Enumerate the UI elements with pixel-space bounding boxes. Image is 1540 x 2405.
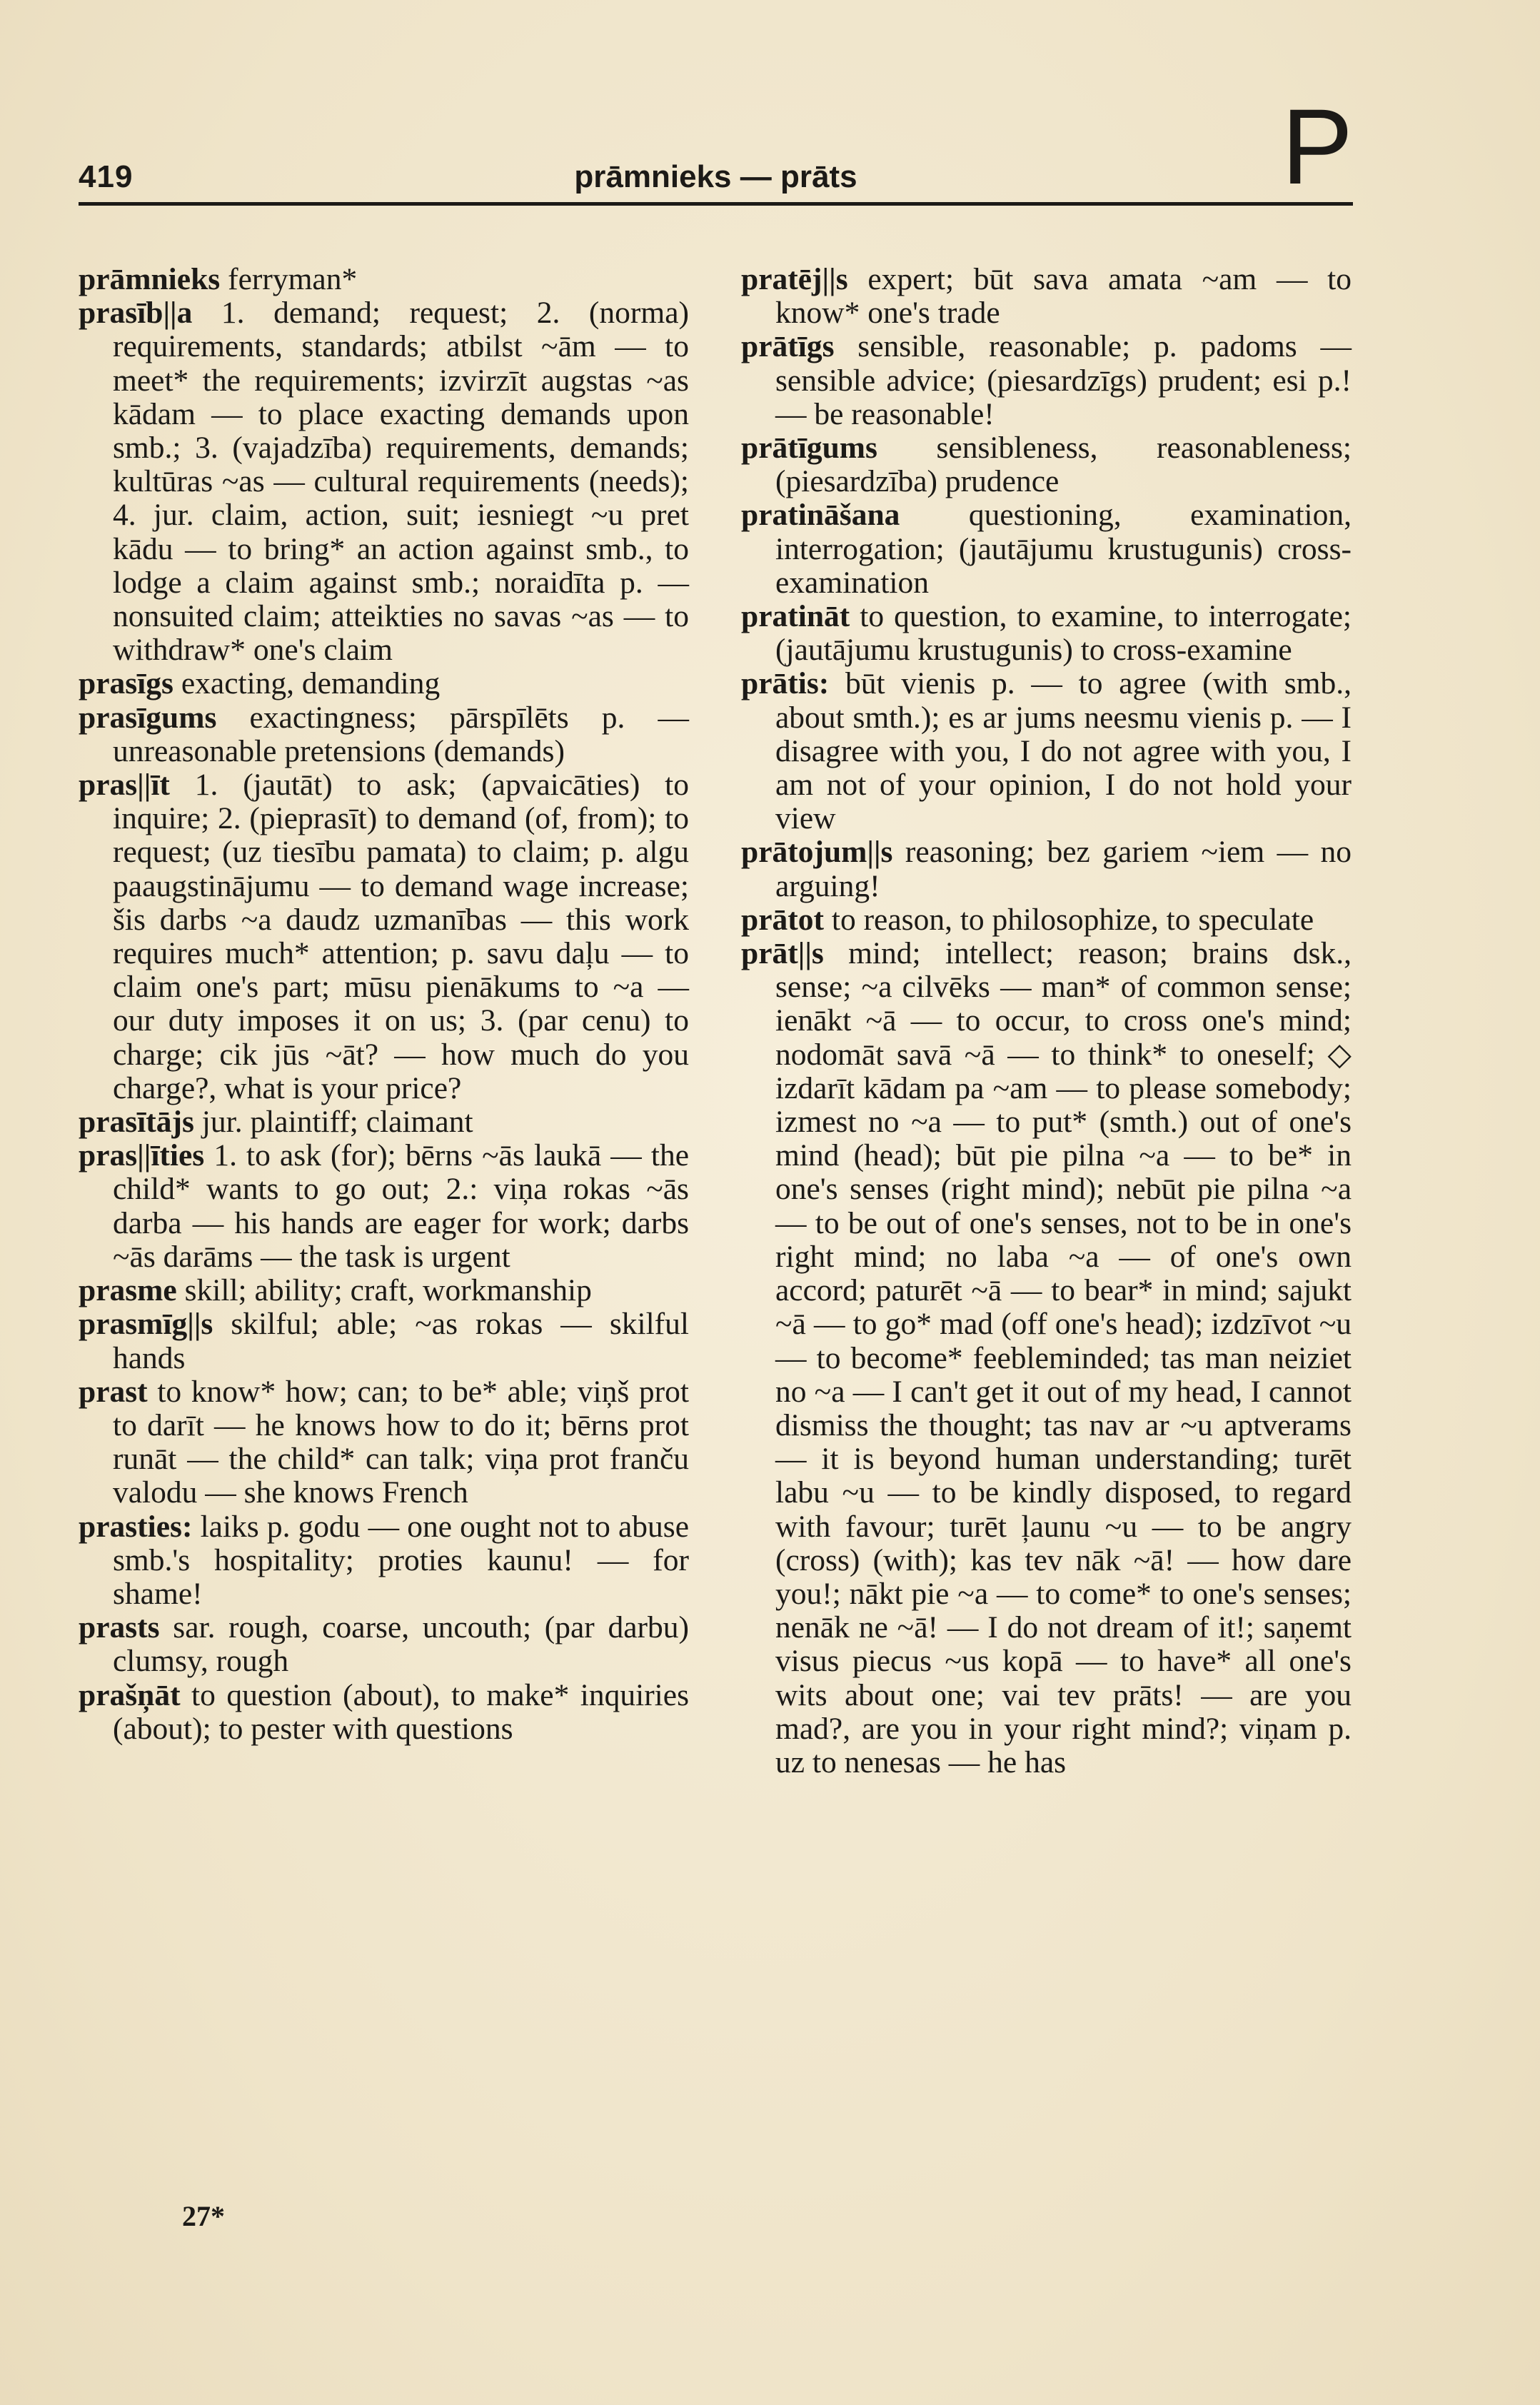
- entry-definition: skilful; able; ~as rokas — skilful hands: [113, 1307, 689, 1375]
- dictionary-entry: [79, 768, 689, 1105]
- entry-definition: to question (about), to make* inquiries (about); to pester with questions: [113, 1677, 689, 1746]
- header-rule: [79, 202, 1353, 206]
- entry-definition: būt vienis p. — to agree (with smb., about smth.); es ar jums neesmu vienis p. — I disagree with you, I do not agree with you, I am not of your opinion, I do not hold your view: [775, 666, 1352, 836]
- dictionary-entry: [741, 903, 1352, 937]
- entry-headword: prasīb||a: [79, 296, 193, 331]
- entry-headword: pras||īties: [79, 1138, 205, 1173]
- entry-headword: prātīgums: [741, 431, 877, 466]
- dictionary-entry: [79, 296, 689, 667]
- entry-headword: prašņāt: [79, 1677, 181, 1712]
- entry-definition: laiks p. godu — one ought not to abuse smb.'s hospitality; proties kaunu! — for shame!: [113, 1509, 689, 1611]
- dictionary-entry: [79, 1679, 689, 1746]
- entry-headword: pras||īt: [79, 768, 170, 803]
- entry-headword: prasīgs: [79, 666, 173, 701]
- entry-definition: expert; būt sava amata ~am — to know* one's trade: [775, 262, 1352, 331]
- dictionary-entry: [741, 667, 1352, 835]
- entry-headword: pratināt: [741, 599, 850, 634]
- entry-headword: prāmnieks: [79, 262, 221, 296]
- entry-definition: ferryman*: [220, 262, 358, 296]
- signature-mark: 27*: [182, 2200, 225, 2232]
- dictionary-entry: [741, 263, 1352, 330]
- entry-headword: prātis:: [741, 666, 830, 701]
- dictionary-entry: [79, 1510, 689, 1612]
- page-number: 419: [79, 159, 134, 194]
- entry-headword: prasmīg||s: [79, 1307, 213, 1342]
- entry-definition: sensibleness, reasonableness; (piesardzība) prudence: [775, 431, 1352, 499]
- entry-definition: jur. plaintiff; claimant: [193, 1105, 473, 1140]
- entry-definition: mind; intellect; reason; brains dsk., sense; ~a cilvēks — man* of common sense; ienākt ~ā — to occur, to cross one's mind; nodomāt savā ~ā — to think* to oneself; ◇ izdarīt kādam pa ~am — to please somebody; izmest no ~a — to put* (smth.) out of one's mind (head); būt pie pilna ~a — to be* in one's senses (right mind); nebūt pie pilna ~a — to be out of one's senses, not to be in one's right mind; no laba ~a — of one's own accord; paturēt ~ā — to bear* in mind; sajukt ~ā — to go* mad (off one's head); izdzīvot ~u — to become* feebleminded; tas man neiziet no ~a — I can't get it out of my head, I cannot dismiss the thought; tas nav ar ~u aptverams — it is beyond human understanding; turēt labu ~u — to be kindly disposed, to regard with favour; turēt ļaunu ~u — to be angry (cross) (with); kas tev nāk ~ā! — how dare you!; nākt pie ~a — to come* to one's senses; nenāk ne ~ā! — I do not dream of it!; saņemt visus piecus ~us kopā — to have* all one's wits about one; vai tev prāts! — are you mad?, are you in your right mind?; viņam p. uz to nenesas — he has: [775, 936, 1352, 1779]
- dictionary-entry: [79, 701, 689, 768]
- entry-definition: sar. rough, coarse, uncouth; (par darbu) clumsy, rough: [113, 1610, 689, 1679]
- entry-definition: exacting, demanding: [173, 666, 441, 701]
- entry-headword: prātīgs: [741, 329, 835, 364]
- entry-definition: 1. demand; request; 2. (norma) requirements, standards; atbilst ~ām — to meet* the requirements; izvirzīt augstas ~as kādam — to place exacting demands upon smb.; 3. (vajadzība) requirements, demands; kultūras ~as — cultural requirements (needs); 4. jur. claim, action, suit; iesniegt ~u pret kādu — to bring* an action against smb., to lodge a claim against smb.; noraidīta p. — nonsuited claim; atteikties no savas ~as — to withdraw* one's claim: [113, 296, 689, 668]
- entry-definition: 1. (jautāt) to ask; (apvaicāties) to inquire; 2. (pieprasīt) to demand (of, from); to request; (uz tiesību pamata) to claim; p. algu paaugstinājumu — to demand wage increase; šis darbs ~a daudz uzmanības — this work requires much* attention; p. savu daļu — to claim one's part; mūsu pienākums to ~a — our duty imposes it on us; 3. (par cenu) to charge; cik jūs ~āt? — how much do you charge?, what is your price?: [113, 768, 689, 1105]
- entry-definition: exactingness; pārspīlēts p. — unreasonable pretensions (demands): [113, 700, 689, 768]
- entry-definition: to question, to examine, to interrogate; (jautājumu krustugunis) to cross-examine: [775, 599, 1352, 668]
- dictionary-entry: [741, 600, 1352, 667]
- entry-headword: prasīgums: [79, 700, 217, 735]
- page-header: [79, 86, 1353, 206]
- entry-headword: prasme: [79, 1273, 177, 1308]
- right-column: [741, 263, 1352, 1779]
- entry-headword: pratināšana: [741, 498, 900, 533]
- left-column: [79, 263, 689, 1746]
- dictionary-entry: [741, 937, 1352, 1779]
- entry-definition: questioning, examination, interrogation; (jautājumu krustugunis) cross-examination: [775, 498, 1352, 600]
- entry-headword: prasts: [79, 1610, 160, 1645]
- entry-headword: prātojum||s: [741, 835, 893, 870]
- dictionary-entry: [79, 1375, 689, 1510]
- entry-definition: 1. to ask (for); bērns ~ās laukā — the child* wants to go out; 2.: viņa rokas ~ās darba — his hands are eager for work; darbs ~ās darāms — the task is urgent: [113, 1138, 689, 1274]
- dictionary-entry: [79, 1274, 689, 1307]
- dictionary-entry: [79, 1139, 689, 1274]
- dictionary-entry: [79, 667, 689, 701]
- entry-headword: prast: [79, 1374, 148, 1409]
- dictionary-entry: [79, 1307, 689, 1375]
- dictionary-entry: [79, 1105, 689, 1139]
- entry-headword: pratēj||s: [741, 262, 848, 296]
- entry-headword: prasītājs: [79, 1105, 194, 1140]
- entry-definition: to know* how; can; to be* able; viņš prot to darīt — he knows how to do it; bērns prot runāt — the child* can talk; viņa prot franču valodu — she knows French: [113, 1374, 689, 1510]
- entry-definition: to reason, to philosophize, to speculate: [823, 902, 1314, 937]
- entry-headword: prātot: [741, 902, 824, 937]
- dictionary-entry: [741, 498, 1352, 600]
- entry-headword: prasties:: [79, 1509, 193, 1544]
- dictionary-entry: [741, 330, 1352, 431]
- entry-headword: prāt||s: [741, 936, 824, 971]
- running-head: prāmnieks — prāts: [574, 159, 857, 194]
- dictionary-entry: [741, 835, 1352, 903]
- entry-definition: reasoning; bez gariem ~iem — no arguing!: [775, 835, 1352, 903]
- entry-definition: sensible, reasonable; p. padoms — sensible advice; (piesardzīgs) prudent; esi p.! — be reasonable!: [775, 329, 1352, 431]
- dictionary-entry: [79, 1611, 689, 1678]
- section-letter: P: [1281, 86, 1353, 206]
- entry-definition: skill; ability; craft, workmanship: [176, 1273, 592, 1308]
- dictionary-entry: [79, 263, 689, 296]
- dictionary-entry: [741, 431, 1352, 498]
